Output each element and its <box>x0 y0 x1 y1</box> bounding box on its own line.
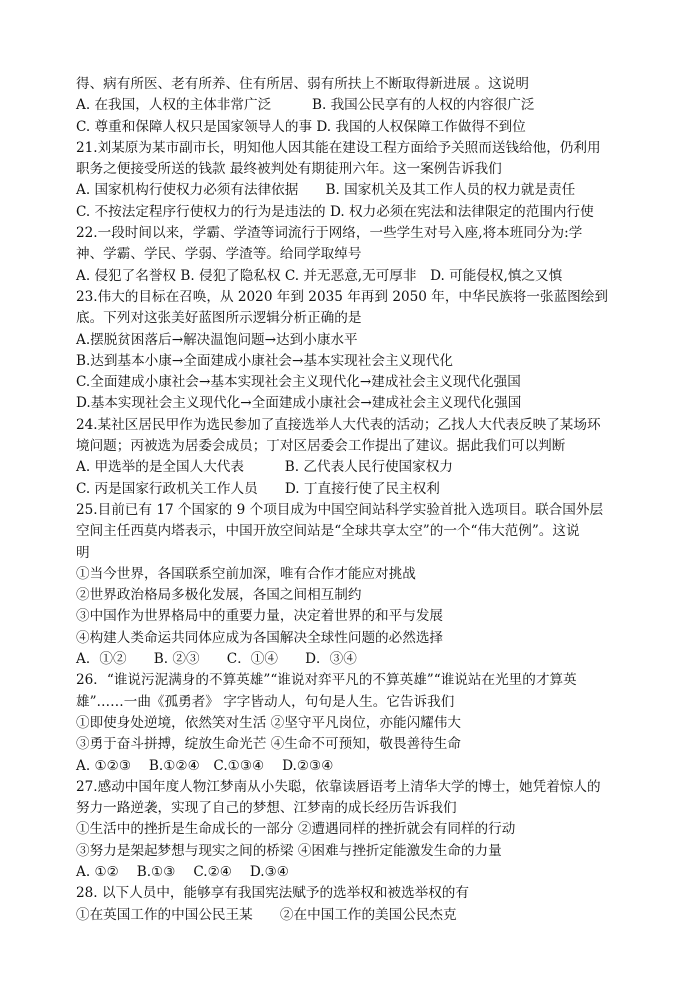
option-line: A.摆脱贫困落后→解决温饱问题→达到小康水平 <box>76 331 358 348</box>
text-line: 境问题；丙被选为居委会成员；丁对区居委会工作提出了建议。据此我们可以判断 <box>76 438 566 455</box>
statement-line: ②世界政治格局多极化发展，各国之间相互制约 <box>76 587 362 604</box>
text-line: 得、病有所医、老有所养、住有所居、弱有所扶上不断取得新进展 。这说明 <box>76 76 529 92</box>
option-line: A. 甲选举的是全国人大代表 B. 乙代表人民行使国家权力 <box>76 459 453 476</box>
statement-line: ①在英国工作的中国公民王某 ②在中国工作的美国公民杰克 <box>76 906 457 923</box>
option-line: A. ①② B.①③ C.②④ D.③④ <box>76 863 289 880</box>
option-line: A．①② B. ②③ C．①④ D．③④ <box>76 651 357 668</box>
option-line: A. 国家机构行使权力必须有法律依据 B. 国家机关及其工作人员的权力就是责任 <box>76 182 576 199</box>
text-line: 底。下列对这张美好蓝图所示逻辑分析正确的是 <box>76 310 362 327</box>
option-line: B.达到基本小康→全面建成小康社会→基本实现社会主义现代化 <box>76 352 453 369</box>
text-line: 明 <box>76 544 90 561</box>
statement-line: ①生活中的挫折是生命成长的一部分 ②遭遇同样的挫折就会有同样的行动 <box>76 821 516 838</box>
question-22-line: 22.一段时间以来，学霸、学渣等词流行于网络，一些学生对号入座,将本班同分为:学 <box>76 225 583 242</box>
text-line: 职务之便接受所送的钱款 最终被判处有期徒刑六年。这一案例告诉我们 <box>76 161 502 178</box>
question-24-line: 24.某社区居民甲作为选民参加了直接选举人大代表的活动；乙找人大代表反映了某场环 <box>76 416 601 433</box>
exam-page <box>76 74 636 926</box>
option-line: A. 侵犯了名誉权 B. 侵犯了隐私权 C. 并无恶意,无可厚非 D. 可能侵权,慎之又慎 <box>76 267 563 284</box>
question-26-line: 26．“谁说污泥满身的不算英雄”“谁说对弈平凡的不算英雄”“谁说站在光里的才算英 <box>76 672 577 689</box>
statement-line: ①当今世界，各国联系空前加深，唯有合作才能应对挑战 <box>76 565 416 582</box>
question-27-line: 27.感动中国年度人物江梦南从小失聪，依靠读唇语考上清华大学的博士，她凭着惊人的 <box>76 778 601 795</box>
option-line: C. 丙是国家行政机关工作人员 D. 丁直接行使了民主权利 <box>76 480 440 497</box>
statement-line: ①即使身处逆境，依然笑对生活 ②坚守平凡岗位，亦能闪耀伟大 <box>76 714 461 731</box>
statement-line: ④构建人类命运共同体应成为各国解决全球性问题的必然选择 <box>76 629 444 646</box>
text-line: 努力一路逆袭，实现了自己的梦想、江梦南的成长经历告诉我们 <box>76 800 457 817</box>
option-line: A. ①②③ B.①②④ C.①③④ D.②③④ <box>76 757 334 774</box>
statement-line: ③努力是架起梦想与现实之间的桥梁 ④困难与挫折定能激发生命的力量 <box>76 842 502 859</box>
question-21-line: 21.刘某原为某市副市长，明知他人因其能在建设工程方面给予关照而送钱给他，仍利用 <box>76 139 601 156</box>
question-23-line: 23.伟大的目标在召唤，从 2020 年到 2035 年再到 2050 年，中华民族将一张蓝图绘到 <box>76 288 608 305</box>
option-line: C. 尊重和保障人权只是国家领导人的事 D. 我国的人权保障工作做得不到位 <box>76 118 526 135</box>
question-25-line: 25.目前已有 17 个国家的 9 个项目成为中国空间站科学实验首批入选项目。联合国外层 <box>76 501 604 518</box>
statement-line: ③中国作为世界格局中的重要力量，决定着世界的和平与发展 <box>76 608 444 625</box>
text-line: 神、学霸、学民、学弱、学渣等。给同学取绰号 <box>76 246 362 263</box>
statement-line: ③勇于奋斗拼搏，绽放生命光芒 ④生命不可预知，敬畏善待生命 <box>76 736 461 753</box>
option-line: D.基本实现社会主义现代化→全面建成小康社会→建成社会主义现代化强国 <box>76 395 522 412</box>
text-line: 空间主任西莫内塔表示，中国开放空间站是“全球共享太空”的一个“伟大范例”。这说 <box>76 523 580 540</box>
option-line: A. 在我国，人权的主体非常广泛 B. 我国公民享有的人权的内容很广泛 <box>76 97 535 114</box>
text-line: 雄”……一曲《孤勇者》 字字皆动人，句句是人生。它告诉我们 <box>76 693 455 710</box>
option-line: C. 不按法定程序行使权力的行为是违法的 D. 权力必须在宪法和法律限定的范围内行使 <box>76 203 594 220</box>
option-line: C.全面建成小康社会→基本实现社会主义现代化→建成社会主义现代化强国 <box>76 374 521 391</box>
question-28-line: 28. 以下人员中，能够享有我国宪法赋予的选举权和被选举权的有 <box>76 885 469 902</box>
